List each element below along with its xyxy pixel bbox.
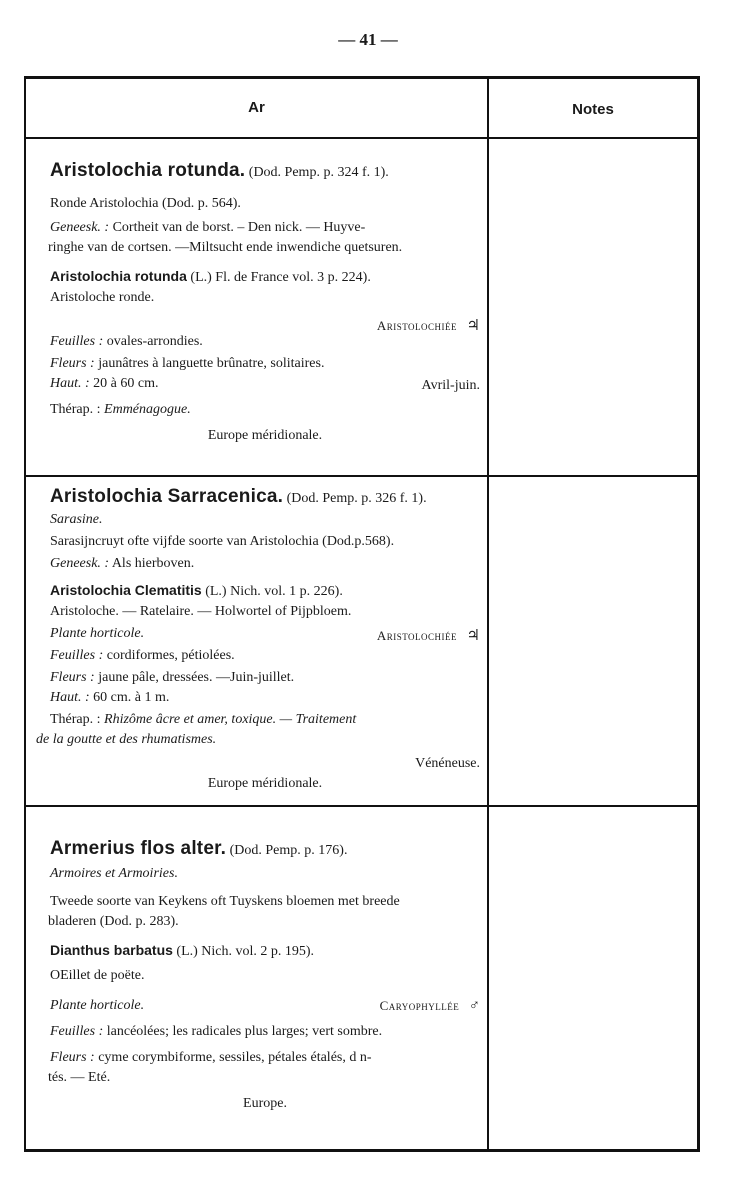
fleurs-line: Fleurs : cyme corymbiforme, sessiles, pétales étalés, d n-: [50, 1050, 372, 1065]
entry-title-ref: (Dod. Pemp. p. 176).: [229, 843, 348, 858]
page-number: — 41 —: [338, 30, 398, 49]
feuilles-line: Feuilles : ovales-arrondies.: [50, 334, 203, 349]
hauteur-line: Haut. : 60 cm. à 1 m.: [50, 690, 170, 705]
dutch-name-line: Ronde Aristolochia (Dod. p. 564).: [50, 196, 241, 211]
linnaean-line: Aristolochia rotunda (L.) Fl. de France vol. 3 p. 224).: [50, 268, 371, 285]
region: Europe.: [243, 1096, 287, 1111]
toxicity: Vénéneuse.: [415, 756, 480, 771]
flowering-period: Avril-juin.: [421, 378, 480, 393]
fleurs-line: Fleurs : jaunâtres à languette brûnatre, solitaires.: [50, 356, 325, 371]
column-header-notes: Notes: [572, 101, 614, 118]
column-header-ar: Ar: [248, 99, 265, 116]
therap-line-2: de la goutte et des rhumatismes.: [36, 732, 217, 747]
entry-title-ref: (Dod. Pemp. p. 326 f. 1).: [286, 491, 427, 506]
plante-type: Plante horticole.: [50, 626, 145, 641]
fleurs-line: Fleurs : jaune pâle, dressées. —Juin-juillet.: [50, 670, 295, 685]
geneesk-line: Geneesk. : Cortheit van de borst. – Den nick. — Huyve-: [50, 220, 366, 235]
entry-divider-2: [26, 805, 697, 807]
geneesk-line: Geneesk. : Als hierboven.: [50, 556, 195, 571]
linnaean-line: Dianthus barbatus (L.) Nich. vol. 2 p. 195).: [50, 942, 315, 959]
synonym: Sarasine.: [50, 512, 103, 527]
entry-title-line: [50, 160, 480, 182]
entry-title: Armerius flos alter.: [50, 838, 227, 859]
region: Europe méridionale.: [207, 428, 323, 443]
fleurs-line-2: tés. — Eté.: [48, 1070, 111, 1085]
column-divider: [487, 79, 489, 1149]
entry-title: Aristolochia Sarracenica.: [50, 486, 284, 507]
feuilles-line: Feuilles : cordiformes, pétiolées.: [50, 648, 235, 663]
french-name: Aristoloche ronde.: [50, 290, 155, 305]
therap-line: Thérap. : Emménagogue.: [50, 402, 191, 417]
hauteur-line: Haut. : 20 à 60 cm.: [50, 376, 159, 391]
entry-title: Aristolochia rotunda.: [50, 160, 246, 181]
plante-type: Plante horticole.: [50, 998, 145, 1013]
entry-title-ref: (Dod. Pemp. p. 324 f. 1).: [248, 165, 389, 180]
linnaean-line: Aristolochia Clematitis (L.) Nich. vol. 1 p. 226).: [50, 582, 343, 599]
french-names: Aristoloche. — Ratelaire. — Holwortel of Pijpbloem.: [50, 604, 352, 619]
header-divider: [26, 137, 697, 139]
therap-line: Thérap. : Rhizôme âcre et amer, toxique. — Traitement: [50, 712, 357, 727]
geneesk-line-2: ringhe van de cortsen. —Miltsucht ende inwendiche quetsuren.: [48, 240, 403, 255]
region: Europe méridionale.: [207, 776, 323, 791]
entry-title-line: [50, 486, 480, 508]
male-symbol-icon: ♂: [468, 998, 480, 1014]
family-line: Aristolochiée ♃: [376, 318, 480, 334]
family-line: Caryophyllée ♂: [379, 998, 480, 1014]
entry-title-line: [50, 838, 480, 860]
synonym: Armoires et Armoiries.: [50, 866, 178, 881]
dutch-name-line: Sarasijncruyt ofte vijfde soorte van Aristolochia (Dod.p.568).: [50, 534, 395, 549]
perennial-symbol-icon: ♃: [466, 628, 480, 644]
entry-divider-1: [26, 475, 697, 477]
perennial-symbol-icon: ♃: [466, 318, 480, 334]
french-name: OEillet de poëte.: [50, 968, 145, 983]
family-line: Aristolochiée ♃: [376, 628, 480, 644]
dutch-name-line: Tweede soorte van Keykens oft Tuyskens bloemen met breede: [50, 894, 400, 909]
dutch-name-line-2: bladeren (Dod. p. 283).: [48, 914, 179, 929]
feuilles-line: Feuilles : lancéolées; les radicales plus larges; vert sombre.: [50, 1024, 383, 1039]
